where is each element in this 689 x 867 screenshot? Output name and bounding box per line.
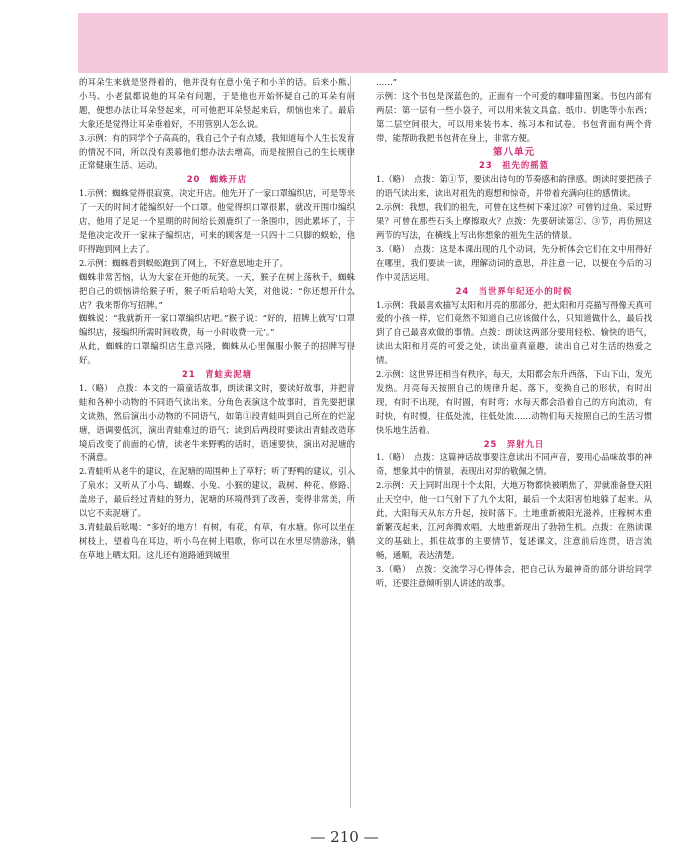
section-25-title: 25 羿射九日 xyxy=(483,438,545,449)
paragraph: 的耳朵生来就是竖得着的，他并没有在意小兔子和小羊的话。后来小熊、小马、小老鼠都说他的耳朵有问题，于是他也开始怀疑自己的耳朵有问题，便想办法让耳朵竖起来，可可他把耳朵竖起来后，烦恼也来了。最后大象还是觉得让耳朵垂着好，不用管别人怎么说。 xyxy=(79,77,355,129)
paragraph: 蜘蛛说：“我就新开一家口罩编织店吧。”猴子说：“好的，招牌上就写‘口罩编织店，接编织所需时间收费，每一小时收费一元’。” xyxy=(79,313,355,338)
section-21-title: 21 青蛙卖泥塘 xyxy=(182,369,252,380)
right-column xyxy=(376,76,652,591)
header-band xyxy=(78,13,668,73)
left-column xyxy=(79,76,355,563)
paragraph: ……” xyxy=(376,77,398,87)
unit-8-title: 第八单元 xyxy=(492,146,535,158)
paragraph: 1.（略） 点拨：这篇神话故事要注意读出不同声音，要用心品味故事的神奇，想象其中的情景，表现出对羿的敬佩之情。 xyxy=(376,452,652,477)
paragraph: 2.示例：这世界还相当有秩序，每天，太阳都会东升西落，下山下山，发光发热。月亮每天按照自己的规律升起、落下，变换自己的形状，有时出现，有时不出现，有时圆，有时弯；水每天都会沿着自己的方向流动，有时快，有时慢，往低处流，往低处流……动物们每天按照自己的生活习惯快乐地生活着。 xyxy=(376,369,652,435)
paragraph: 2.青蛙听从老牛的建议，在泥塘的周围种上了草籽；听了野鸭的建议，引入了泉水；又听从了小鸟、蝴蝶、小兔、小猴的建议，栽树、种花、修路、盖房子，最后经过青蛙的努力，泥塘的环境得到了改善，变得非常美，所以它不卖泥塘了。 xyxy=(79,466,355,519)
paragraph: 2.示例：我想，我们的祖先，可曾在这些树下乘过凉？可曾钓过鱼、采过野果？可曾在那些石头上摩擦取火？点拨：先要研读第②、③节，再仿照这两节的写法，在横线上写出你想象的祖先生活的情景。 xyxy=(376,202,652,240)
paragraph: 2.示例：蜘蛛看到蜈蚣跑到了网上，不好意思地走开了。 xyxy=(79,257,288,268)
paragraph: 示例：这个书包是深蓝色的，正面有一个可爱的咖啡猫图案。书包内部有两层：第一层有一些小袋子，可以用来装文具盒、纸巾、钥匙等小东西；第二层空间很大，可以用来装书本、练习本和试卷。书包背面有两个背带，能帮助我把书包背在身上，非常方便。 xyxy=(376,90,652,143)
paragraph: 3.（略） 点拨：这是本课出现的几个动词，先分析体会它们在文中用得好在哪里，我们要读一读，理解动词的意思，并注意一记，以便在今后的习作中灵活运用。 xyxy=(376,243,652,282)
section-23-title: 23 祖先的摇篮 xyxy=(479,160,549,171)
paragraph: 1.示例：我最喜欢描写太阳和月亮的那部分，把太阳和月亮描写得像天真可爱的小孩一样，它们竟然不知道自己应该做什么，只知道做什么，最后找到了自己最喜欢做的事情。点拨：朗读这两部分要用轻松、愉快的语气，读出太阳和月亮的可爱之处，读出童真童趣，读出自己对生活的热爱之情。 xyxy=(376,299,652,366)
paragraph: 1.（略） 点拨：本文的一篇童话故事，朗读课文时，要读好故事，并把青蛙和各种小动物的不同语气读出来。分角色表演这个故事时，首先要把课文读熟，然后演出小动物的不同语气，如第①段青蛙叫到自己所在的烂泥塘，语调要低沉，演出青蛙难过的语气；读到后两段时要读出青蛙改造环境后改变了前面的心情，读老牛来野鸭的话时，语速要快，演出对泥塘的不满意。 xyxy=(79,382,355,463)
paragraph: 3.（略） 点拨：交流学习心得体会，把自己认为最神奇的部分讲给同学听，还要注意倾听别人讲述的故事。 xyxy=(376,563,652,588)
paragraph: 2.示例：天上同时出现十个太阳，大地万物都快被晒焦了，羿就准备登天阻止天空中，他一口气射下了九个太阳，最后一个太阳害怕地躲了起来。从此，大阳每天从东方升起，按时落下。土地重新被阳光滋养，庄稼树木重新繁茂起来，江河奔腾欢唱，大地重新现出了勃勃生机。点拨：在熟读课文的基础上，抓住故事的主要情节，复述课文，注意前后连贯，语言流畅，通顺，表达清楚。 xyxy=(376,480,652,560)
section-20-title: 20 蜘蛛开店 xyxy=(186,174,248,185)
paragraph: 1.示例：蜘蛛觉得很寂寞，决定开店。他先开了一家口罩编织店，可是等来了一天的时间才能编织好一个口罩。他觉得织口罩很累，就改开围巾编织店，他用了足足一个星期的时间给长颈鹿织了一条围巾，因此累坏了，于是他决定改开一家袜子编织店，可来的顾客是一只四十二只脚的蜈蚣，他吓得跑到网上去了。 xyxy=(79,188,355,254)
page-number: — 210 — xyxy=(310,828,379,846)
paragraph: 3.示例：有的同学个子高高的，我自己个子有点矮，我知道每个人生长发育的情况不同，所以没有羡慕他们想办法去增高，而是按照自己的生长规律正常健康生活、运动。 xyxy=(79,132,355,171)
paragraph: 从此，蜘蛛的口罩编织店生意兴隆，蜘蛛从心里佩服小猴子的招牌写得好。 xyxy=(79,341,355,366)
paragraph: 1.（略） 点拨：第①节，要读出诗句的节奏感和韵律感。朗读时要把孩子的语气读出来，读出对祖先的遐想和惊奇，并带着充满向往的感情读。 xyxy=(376,174,652,199)
section-24-title: 24 当世界年纪还小的时候 xyxy=(455,285,573,296)
column-divider xyxy=(350,76,351,808)
paragraph: 3.青蛙最后吆喝：“多好的地方！有树，有花，有草，有水塘。你可以坐在树枝上，望着鸟在耳边，听小鸟在树上唱歌，你可以在水里尽情游泳，躺在草地上晒太阳。这儿还有道路通到城里 xyxy=(79,522,355,560)
paragraph: 蜘蛛非常苦恼，认为大家在开他的玩笑。一天，猴子在树上荡秋千，蜘蛛把自己的烦恼讲给猴子听，猴子听后哈哈大笑，对他说：“你还想开什么店？我来帮你写招牌。” xyxy=(79,271,355,310)
